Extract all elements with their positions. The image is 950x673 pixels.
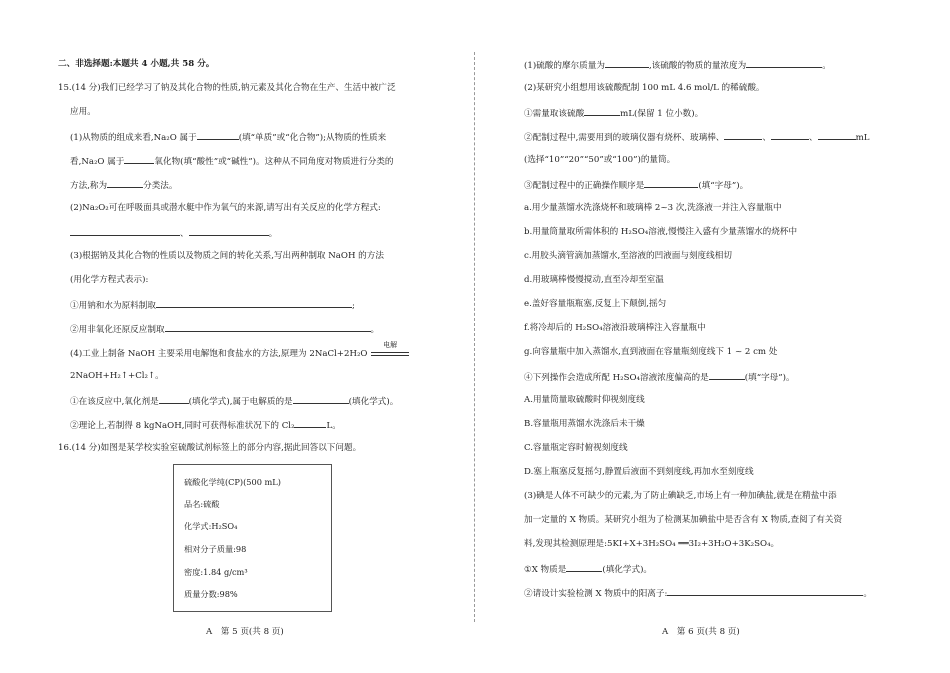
q15-p1c: 看,Na₂O 属于 xyxy=(70,157,125,167)
answer-blank[interactable] xyxy=(156,298,352,308)
q15-p4c: ①在该反应中,氧化剂是 xyxy=(70,397,159,407)
period: 。 xyxy=(370,325,380,335)
q15-p4a: (4)工业上制备 NaOH 主要采用电解饱和食盐水的方法,原理为 2NaCl+2H₂O xyxy=(70,349,368,359)
semicolon: ; xyxy=(351,301,355,311)
answer-blank[interactable] xyxy=(746,58,822,68)
q16-part3-q2 xyxy=(524,586,872,600)
q15-p1b: (填“单质”或“化合物”);从物质的性质来 xyxy=(238,133,387,143)
r1c: 。 xyxy=(822,61,831,71)
r6a: ③配制过程中的正确操作顺序是 xyxy=(524,181,645,191)
page-footer-right: A 第 6 页(共 8 页) xyxy=(662,627,740,637)
step-item: b.用量筒量取所需体积的 H₂SO₄溶液,慢慢注入盛有少量蒸馏水的烧杯中 xyxy=(524,227,798,237)
q15-part1-line2 xyxy=(70,154,394,168)
r4b: mL xyxy=(855,133,870,143)
option-item: D.塞上瓶塞反复摇匀,静置后液面不到刻度线,再加水至刻度线 xyxy=(524,467,754,477)
q15-p1e: 方法,称为 xyxy=(70,181,108,191)
answer-blank[interactable] xyxy=(159,394,189,404)
q15-p4c2: (填化学式),属于电解质的是 xyxy=(188,397,293,407)
answer-blank[interactable] xyxy=(818,130,856,140)
q16-part2-q3 xyxy=(524,178,748,192)
separator: 、 xyxy=(762,133,771,143)
reagent-label-box xyxy=(173,464,332,612)
q15-intro-1: 15.(14 分)我们已经学习了钠及其化合物的性质,钠元素及其化合物在生产、生活中被广泛 xyxy=(58,83,396,93)
step-item: g.向容量瓶中加入蒸馏水,直到液面在容量瓶刻度线下 1 ~ 2 cm 处 xyxy=(524,347,778,357)
q15-part4-line2: 2NaOH+H₂↑+Cl₂↑。 xyxy=(70,371,164,381)
page-divider xyxy=(474,52,475,622)
r12a: ②请设计实验检测 X 物质中的阳离子: xyxy=(524,589,668,599)
r4a: ②配制过程中,需要用到的玻璃仪器有烧杯、玻璃棒、 xyxy=(524,133,725,143)
q15-p3c: ①用钠和水为原料制取 xyxy=(70,301,156,311)
option-item: A.用量筒量取硫酸时仰视刻度线 xyxy=(524,395,645,405)
answer-blank[interactable] xyxy=(771,130,809,140)
electrolysis-arrow xyxy=(370,341,410,360)
answer-blank[interactable] xyxy=(584,106,620,116)
answer-blank[interactable] xyxy=(107,178,143,188)
label-line: 硫酸化学纯(CP)(500 mL) xyxy=(184,477,281,487)
q16-intro: 16.(14 分)如图是某学校实验室硫酸试剂标签上的部分内容,据此回答以下问题。 xyxy=(58,443,362,453)
q15-p4c3: (填化学式)。 xyxy=(348,397,399,407)
r6b: (填“字母”)。 xyxy=(698,181,749,191)
answer-blank[interactable] xyxy=(667,586,863,596)
q15-part3-line4 xyxy=(70,322,379,336)
period: 。 xyxy=(268,229,278,239)
q15-p1a: (1)从物质的组成来看,Na₂O 属于 xyxy=(70,133,197,143)
r7a: ④下列操作会造成所配 H₂SO₄溶液浓度偏高的是 xyxy=(524,373,709,383)
q16-part1 xyxy=(524,58,831,72)
electrolysis-label: 电解 xyxy=(383,341,398,349)
q15-part1-line3 xyxy=(70,178,178,192)
separator: 、 xyxy=(809,133,818,143)
q16-part3-q1 xyxy=(524,562,652,576)
answer-blank[interactable] xyxy=(189,226,269,236)
section-heading: 二、非选择题:本题共 4 小题,共 58 分。 xyxy=(58,59,215,69)
q16-part3-line1: (3)碘是人体不可缺少的元素,为了防止碘缺乏,市场上有一种加碘盐,就是在精盐中添 xyxy=(524,491,837,501)
answer-blank[interactable] xyxy=(294,418,326,428)
answer-blank[interactable] xyxy=(197,130,239,140)
label-line: 相对分子质量:98 xyxy=(184,544,247,554)
answer-blank[interactable] xyxy=(605,58,649,68)
q15-p3d: ②用非氧化还原反应制取 xyxy=(70,325,165,335)
answer-blank[interactable] xyxy=(165,322,371,332)
r11a: ①X 物质是 xyxy=(524,565,567,575)
q16-part2-q2 xyxy=(524,130,869,144)
q15-intro-2: 应用。 xyxy=(70,107,96,117)
q16-part3-line3: 料,发现其检测原理是:5KI+X+3H₂SO₄ ══3I₂+3H₂O+3K₂SO₄。 xyxy=(524,539,780,549)
q16-part2-q1 xyxy=(524,106,703,120)
r12b: 。 xyxy=(863,589,872,599)
step-item: d.用玻璃棒慢慢搅动,直至冷却至室温 xyxy=(524,275,664,285)
q16-part3-line2: 加一定量的 X 物质。某研究小组为了检测某加碘盐中是否含有 X 物质,查阅了有关资 xyxy=(524,515,843,525)
step-item: a.用少量蒸馏水洗涤烧杯和玻璃棒 2~3 次,洗涤液一并注入容量瓶中 xyxy=(524,203,782,213)
q15-part4-line3 xyxy=(70,394,398,408)
answer-blank[interactable] xyxy=(566,562,602,572)
label-line: 品名:硫酸 xyxy=(184,499,220,509)
q15-part2-line2 xyxy=(70,226,277,240)
q15-p1f: 分类法。 xyxy=(143,181,178,191)
answer-blank[interactable] xyxy=(724,130,762,140)
label-line: 化学式:H₂SO₄ xyxy=(184,521,238,531)
q15-p1d: 氧化物(填“酸性”或“碱性”)。这种从不同角度对物质进行分类的 xyxy=(154,157,394,167)
r7b: (填“字母”)。 xyxy=(744,373,795,383)
r3b: mL(保留 1 位小数)。 xyxy=(620,109,704,119)
q16-part2-q4 xyxy=(524,370,795,384)
answer-blank[interactable] xyxy=(293,394,349,404)
r1a: (1)硫酸的摩尔质量为 xyxy=(524,61,605,71)
separator: 、 xyxy=(180,229,189,239)
q16-part2: (2)某研究小组想用该硫酸配制 100 mL 4.6 mol/L 的稀硫酸。 xyxy=(524,83,765,93)
q15-part3-line2: (用化学方程式表示): xyxy=(70,275,149,285)
q15-part2-line1: (2)Na₂O₂可在呼吸面具或潜水艇中作为氧气的来源,请写出有关反应的化学方程式: xyxy=(70,203,381,213)
q16-part2-q2-cont: (选择“10”“20”“50”或“100”)的量筒。 xyxy=(524,155,676,165)
q15-part1-line1 xyxy=(70,130,386,144)
step-item: c.用胶头滴管滴加蒸馏水,至溶液的凹液面与刻度线相切 xyxy=(524,251,732,261)
r3a: ①需量取该硫酸 xyxy=(524,109,585,119)
step-item: f.将冷却后的 H₂SO₄溶液沿玻璃棒注入容量瓶中 xyxy=(524,323,706,333)
r1b: ,该硫酸的物质的量浓度为 xyxy=(648,61,747,71)
answer-blank[interactable] xyxy=(124,154,154,164)
q15-part4-line4 xyxy=(70,418,341,432)
page-footer-left: A 第 5 页(共 8 页) xyxy=(206,627,284,637)
label-line: 质量分数:98% xyxy=(184,589,238,599)
q15-p4d: ②理论上,若制得 8 kgNaOH,同时可获得标准状况下的 Cl₂ xyxy=(70,421,295,431)
option-item: B.容量瓶用蒸馏水洗涤后未干燥 xyxy=(524,419,645,429)
label-line: 密度:1.84 g/cm³ xyxy=(184,567,248,577)
q15-part3-line3 xyxy=(70,298,355,312)
q15-part4-line1 xyxy=(70,341,410,360)
q15-part3-line1: (3)根据钠及其化合物的性质以及物质之间的转化关系,写出两种制取 NaOH 的方法 xyxy=(70,251,384,261)
q15-p4d2: L。 xyxy=(326,421,341,431)
option-item: C.容量瓶定容时俯视刻度线 xyxy=(524,443,628,453)
answer-blank[interactable] xyxy=(709,370,745,380)
step-item: e.盖好容量瓶瓶塞,反复上下颠倒,摇匀 xyxy=(524,299,667,309)
answer-blank[interactable] xyxy=(70,226,180,236)
answer-blank[interactable] xyxy=(644,178,698,188)
r11b: (填化学式)。 xyxy=(602,565,653,575)
